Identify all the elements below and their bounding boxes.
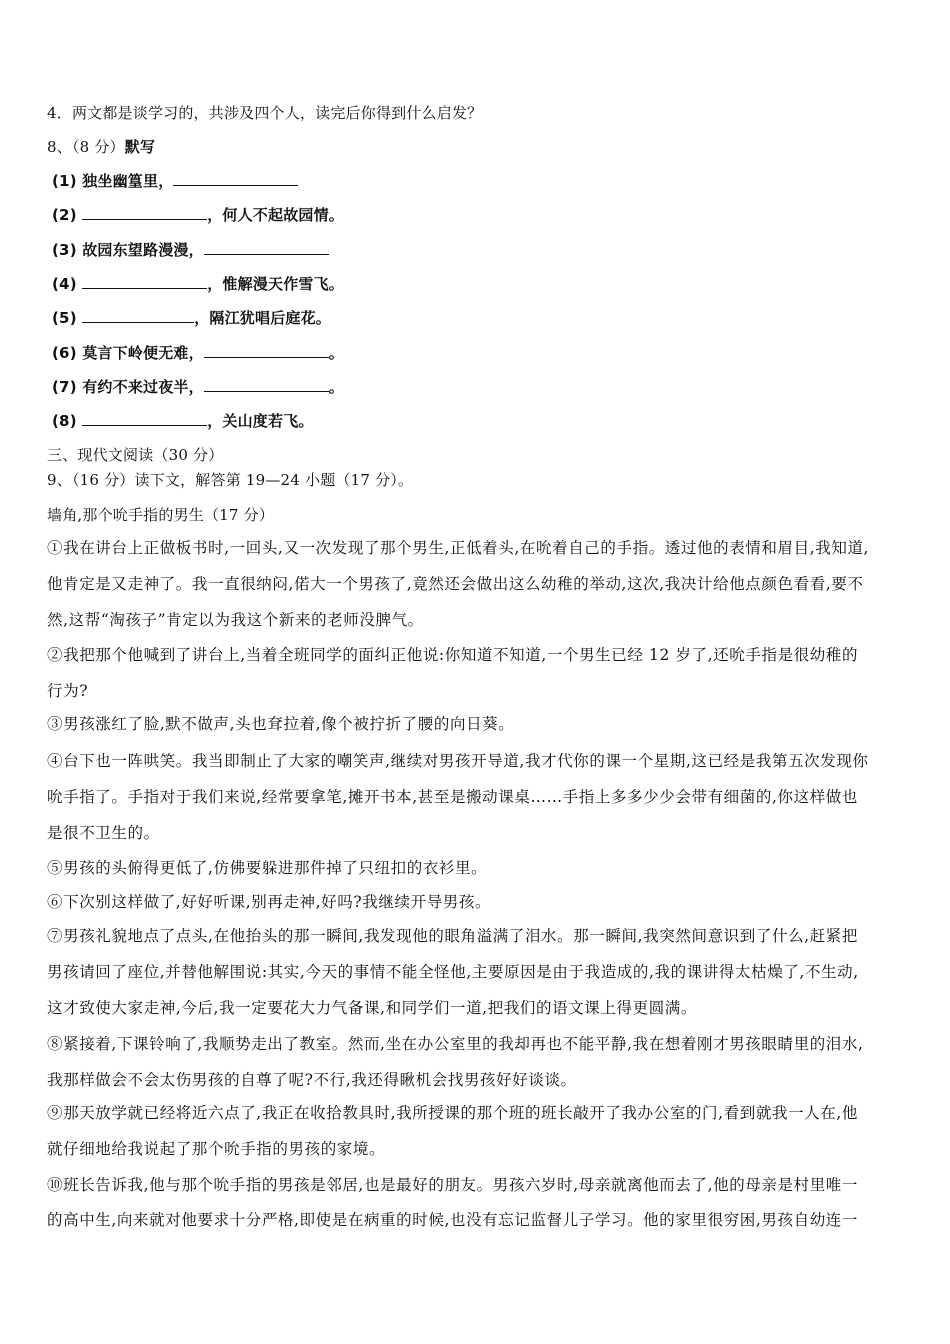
answer-blank[interactable]	[204, 343, 329, 358]
story-line: 他肯定是又走神了。我一直很纳闷,偌大一个男孩了,竟然还会做出这么幼稚的举动,这次,我决计给他点颜色看看,要不	[47, 575, 864, 593]
item-text-after: ，关山度若飞。	[207, 412, 314, 430]
dictation-item-2	[52, 205, 922, 225]
item-number: (6)	[52, 344, 77, 362]
question-9: 9、（16 分）读下文，解答第 19—24 小题（17 分）。	[47, 471, 414, 489]
dictation-item-3	[52, 240, 922, 260]
item-text-after: 。	[328, 378, 344, 396]
story-line: ⑤男孩的头俯得更低了,仿佛要躲进那件掉了只纽扣的衣衫里。	[47, 859, 488, 877]
answer-blank[interactable]	[82, 274, 207, 289]
item-number: (8)	[52, 412, 77, 430]
section-3-heading: 三、现代文阅读（30 分）	[47, 446, 224, 464]
story-line: ③男孩涨红了脸,默不做声,头也耷拉着,像个被拧折了腰的向日葵。	[47, 715, 515, 733]
item-number: (4)	[52, 275, 77, 293]
story-line: 我那样做会不会太伤男孩的自尊了呢?不行,我还得瞅机会找男孩好好谈谈。	[47, 1071, 577, 1089]
question-8-prefix: 8、（8 分）	[47, 138, 125, 156]
item-number: (5)	[52, 309, 77, 327]
answer-blank[interactable]	[82, 411, 207, 426]
dictation-item-6	[52, 343, 922, 363]
story-line: ⑨那天放学就已经将近六点了,我正在收拾教具时,我所授课的那个班的班长敲开了我办公室的门,看到就我一人在,他	[47, 1104, 859, 1122]
answer-blank[interactable]	[82, 205, 207, 220]
story-line: 行为?	[47, 682, 89, 700]
answer-blank[interactable]	[82, 308, 194, 323]
story-line: ⑦男孩礼貌地点了点头,在他抬头的那一瞬间,我发现他的眼角溢满了泪水。那一瞬间,我突然间意识到了什么,赶紧把	[47, 927, 859, 945]
story-line: 然,这帮“淘孩子”肯定以为我这个新来的老师没脾气。	[47, 611, 424, 629]
story-line: 就仔细地给我说起了那个吮手指的男孩的家境。	[47, 1140, 386, 1158]
answer-blank[interactable]	[204, 240, 329, 255]
story-line: ⑧紧接着,下课铃响了,我顺势走出了教室。然而,坐在办公室里的我却再也不能平静,我在想着刚才男孩眼睛里的泪水,	[47, 1035, 864, 1053]
item-text-before: 有约不来过夜半，	[82, 378, 204, 396]
answer-blank[interactable]	[173, 171, 298, 186]
answer-blank[interactable]	[204, 377, 329, 392]
dictation-item-4	[52, 274, 922, 294]
question-8-title: 默写	[124, 138, 156, 156]
item-text-after: 。	[328, 344, 344, 362]
item-number: (3)	[52, 241, 77, 259]
item-text-before: 独坐幽篁里，	[82, 172, 174, 190]
story-title: 墙角,那个吮手指的男生（17 分）	[47, 506, 275, 524]
story-line: ②我把那个他喊到了讲台上,当着全班同学的面纠正他说:你知道不知道,一个男生已经 12 岁了,还吮手指是很幼稚的	[47, 646, 859, 664]
item-text-after: ，惟解漫天作雪飞。	[207, 275, 344, 293]
dictation-item-1	[52, 171, 922, 191]
dictation-item-7	[52, 377, 922, 397]
item-number: (2)	[52, 206, 77, 224]
item-text-after: ，隔江犹唱后庭花。	[194, 309, 331, 327]
story-line: ⑥下次别这样做了,好好听课,别再走神,好吗?我继续开导男孩。	[47, 893, 492, 911]
question-8-heading	[47, 137, 917, 157]
dictation-item-5	[52, 308, 922, 328]
question-4: 4．两文都是谈学习的，共涉及四个人，读完后你得到什么启发？	[47, 104, 483, 122]
story-line: 的高中生,向来就对他要求十分严格,即使是在病重的时候,也没有忘记监督儿子学习。他的家里很穷困,男孩自幼连一	[47, 1211, 859, 1229]
story-line: 是很不卫生的。	[47, 824, 160, 842]
story-line: 男孩请回了座位,并替他解围说:其实,今天的事情不能全怪他,主要原因是由于我造成的,我的课讲得太枯燥了,不生动,	[47, 963, 859, 981]
story-line: 吮手指了。手指对于我们来说,经常要拿笔,摊开书本,甚至是搬动课桌……手指上多多少少会带有细菌的,你这样做也	[47, 788, 859, 806]
story-line: ⑩班长告诉我,他与那个吮手指的男孩是邻居,也是最好的朋友。男孩六岁时,母亲就离他而去了,他的母亲是村里唯一	[47, 1176, 859, 1194]
item-number: (1)	[52, 172, 77, 190]
story-line: ①我在讲台上正做板书时,一回头,又一次发现了那个男生,正低着头,在吮着自己的手指。透过他的表情和眉目,我知道,	[47, 539, 870, 557]
item-number: (7)	[52, 378, 77, 396]
item-text-before: 故园东望路漫漫，	[82, 241, 204, 259]
story-line: ④台下也一阵哄笑。我当即制止了大家的嘲笑声,继续对男孩开导道,我才代你的课一个星期,这已经是我第五次发现你	[47, 752, 869, 770]
story-line: 这才致使大家走神,今后,我一定要花大力气备课,和同学们一道,把我们的语文课上得更圆满。	[47, 999, 698, 1017]
item-text-before: 莫言下岭便无难，	[82, 344, 204, 362]
dictation-item-8	[52, 411, 922, 431]
item-text-after: ，何人不起故园情。	[207, 206, 344, 224]
